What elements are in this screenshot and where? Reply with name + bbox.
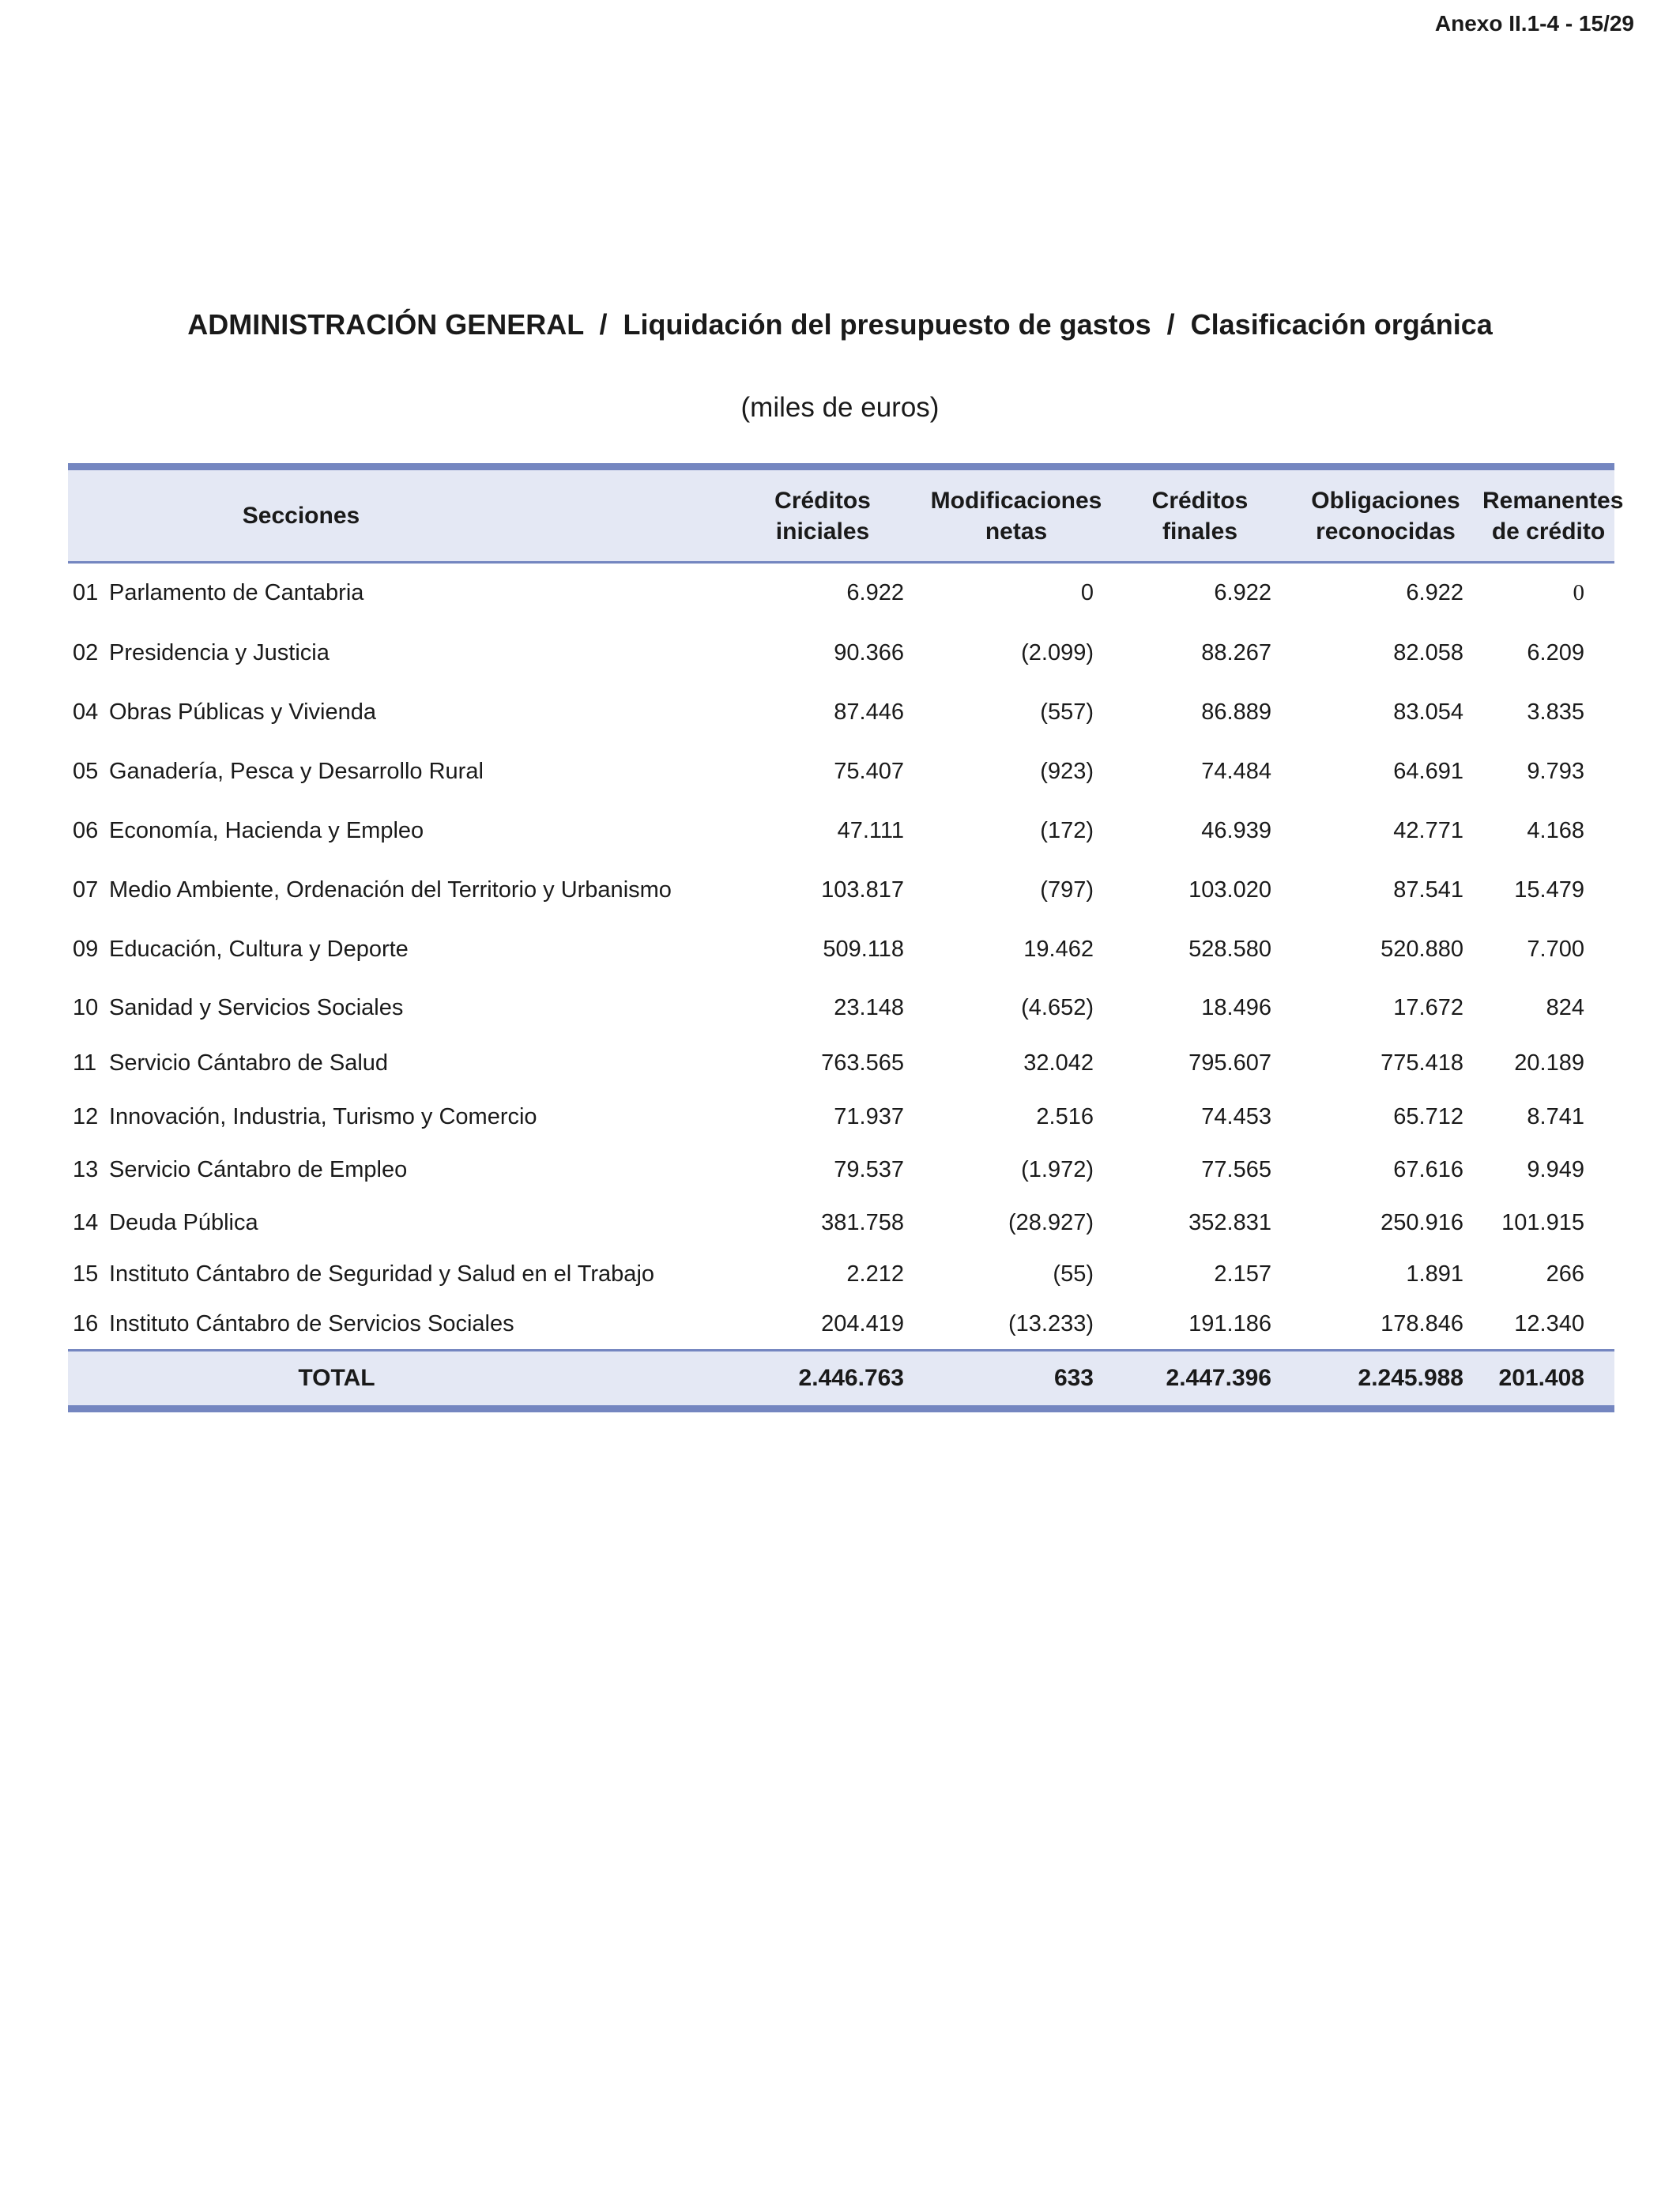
total-modificaciones-netas: 633: [921, 1351, 1111, 1409]
value-creditos-finales: 86.889: [1201, 699, 1271, 725]
section-code: 12: [73, 1103, 99, 1129]
header-line: iniciales: [775, 518, 870, 545]
value-remanentes-credito: 9.793: [1527, 758, 1584, 784]
section-code: 10: [73, 994, 99, 1020]
table-row: [68, 1197, 1614, 1250]
value-creditos-iniciales: 47.111: [837, 817, 904, 843]
section-name: Economía, Hacienda y Empleo: [109, 817, 424, 843]
value-obligaciones-reconocidas: 520.880: [1381, 936, 1463, 962]
value-modificaciones-netas: (923): [1040, 758, 1094, 784]
value-modificaciones-netas: (1.972): [1021, 1157, 1094, 1182]
header-obligaciones-reconocidas: [1289, 467, 1482, 563]
page-title: ADMINISTRACIÓN GENERAL / Liquidación del presupuesto de gastos / Clasificación orgánica: [187, 308, 1493, 341]
value-remanentes-credito: 824: [1546, 994, 1584, 1020]
section-name: Instituto Cántabro de Servicios Sociales: [109, 1311, 514, 1337]
total-creditos-iniciales: 2.446.763: [724, 1351, 921, 1409]
table-row: [68, 683, 1614, 742]
section-code: 05: [73, 758, 99, 784]
section-name: Deuda Pública: [109, 1210, 258, 1235]
value-creditos-iniciales: 509.118: [823, 936, 904, 962]
header-line: de crédito: [1491, 518, 1606, 545]
value-remanentes-credito: 266: [1546, 1261, 1584, 1287]
value-obligaciones-reconocidas: 64.691: [1393, 758, 1463, 784]
section-code: 15: [73, 1261, 99, 1287]
table-body: [68, 563, 1614, 1351]
value-modificaciones-netas: 0: [1080, 580, 1094, 606]
header-line: Remanentes: [1482, 487, 1624, 514]
value-creditos-finales: 18.496: [1201, 994, 1271, 1020]
value-creditos-finales: 352.831: [1188, 1210, 1271, 1235]
section-name: Servicio Cántabro de Empleo: [109, 1157, 408, 1182]
value-creditos-iniciales: 87.446: [834, 699, 904, 725]
value-obligaciones-reconocidas: 775.418: [1381, 1050, 1463, 1076]
value-modificaciones-netas: (13.233): [1008, 1311, 1094, 1337]
value-obligaciones-reconocidas: 67.616: [1393, 1157, 1463, 1182]
value-remanentes-credito: 101.915: [1501, 1210, 1584, 1235]
section-code: 13: [73, 1157, 99, 1182]
value-remanentes-credito: 6.209: [1527, 639, 1584, 665]
value-modificaciones-netas: 19.462: [1023, 936, 1094, 962]
value-creditos-iniciales: 6.922: [846, 580, 904, 606]
section-code: 07: [73, 876, 99, 903]
value-remanentes-credito: 3.835: [1527, 699, 1584, 725]
header-creditos-finales: [1111, 467, 1289, 563]
budget-table: [68, 463, 1624, 1412]
header-line: Modificaciones: [930, 487, 1102, 514]
value-obligaciones-reconocidas: 87.541: [1393, 876, 1463, 903]
table-row: [68, 742, 1614, 801]
header-remanentes-credito: [1482, 467, 1624, 563]
value-creditos-finales: 46.939: [1201, 817, 1271, 843]
value-obligaciones-reconocidas: 42.771: [1393, 817, 1463, 843]
section-cell: [68, 979, 724, 1037]
value-modificaciones-netas: (557): [1040, 699, 1094, 725]
value-modificaciones-netas: (172): [1040, 817, 1094, 843]
table-row: [68, 1250, 1614, 1300]
table-row: [68, 1144, 1614, 1197]
section-name: Instituto Cántabro de Seguridad y Salud en el Trabajo: [109, 1261, 655, 1287]
header-line: reconocidas: [1316, 518, 1456, 545]
value-creditos-finales: 191.186: [1188, 1311, 1271, 1337]
units-subtitle: (miles de euros): [740, 392, 940, 423]
value-modificaciones-netas: (4.652): [1021, 994, 1094, 1020]
value-obligaciones-reconocidas: 1.891: [1406, 1261, 1463, 1287]
value-obligaciones-reconocidas: 65.712: [1393, 1103, 1463, 1129]
section-cell: [68, 683, 724, 742]
section-cell: [68, 563, 724, 624]
section-name: Parlamento de Cantabria: [109, 580, 364, 606]
value-obligaciones-reconocidas: 178.846: [1381, 1311, 1463, 1337]
section-code: 02: [73, 639, 99, 665]
table-row: [68, 801, 1614, 861]
section-name: Presidencia y Justicia: [109, 639, 330, 665]
value-remanentes-credito: 15.479: [1514, 876, 1584, 903]
section-name: Medio Ambiente, Ordenación del Territorio y Urbanismo: [109, 876, 672, 903]
value-modificaciones-netas: 2.516: [1036, 1103, 1094, 1129]
header-line: Créditos: [1151, 487, 1249, 514]
section-cell: [68, 1091, 724, 1144]
section-name: Ganadería, Pesca y Desarrollo Rural: [109, 758, 484, 784]
table-row: [68, 1037, 1614, 1091]
value-creditos-iniciales: 381.758: [821, 1210, 904, 1235]
section-name: Servicio Cántabro de Salud: [109, 1050, 389, 1076]
total-creditos-finales: 2.447.396: [1111, 1351, 1289, 1409]
value-modificaciones-netas: (55): [1053, 1261, 1094, 1287]
section-cell: [68, 742, 724, 801]
value-creditos-iniciales: 71.937: [834, 1103, 904, 1129]
section-code: 04: [73, 699, 99, 725]
value-remanentes-credito: 4.168: [1527, 817, 1584, 843]
value-creditos-iniciales: 23.148: [834, 994, 904, 1020]
section-cell: [68, 1197, 724, 1250]
value-creditos-finales: 6.922: [1214, 580, 1271, 606]
value-creditos-finales: 2.157: [1214, 1261, 1271, 1287]
total-remanentes-credito: 201.408: [1482, 1351, 1614, 1409]
section-cell: [68, 920, 724, 979]
value-remanentes-credito: 8.741: [1527, 1103, 1584, 1129]
section-cell: [68, 801, 724, 861]
value-creditos-finales: 74.453: [1201, 1103, 1271, 1129]
section-name: Obras Públicas y Vivienda: [109, 699, 376, 725]
value-creditos-iniciales: 2.212: [846, 1261, 904, 1287]
value-remanentes-credito: 9.949: [1527, 1157, 1584, 1182]
table-row: [68, 1300, 1614, 1351]
section-cell: [68, 1250, 724, 1300]
value-modificaciones-netas: 32.042: [1023, 1050, 1094, 1076]
value-remanentes-credito: 0: [1573, 580, 1584, 606]
section-code: 11: [73, 1050, 97, 1076]
value-creditos-finales: 103.020: [1188, 876, 1271, 903]
value-creditos-iniciales: 79.537: [834, 1157, 904, 1182]
table-row: [68, 624, 1614, 683]
page-reference: Anexo II.1-4 - 15/29: [1434, 11, 1634, 36]
section-code: 06: [73, 817, 99, 843]
value-obligaciones-reconocidas: 83.054: [1393, 699, 1463, 725]
section-cell: [68, 1300, 724, 1351]
value-remanentes-credito: 12.340: [1514, 1311, 1584, 1337]
value-creditos-finales: 528.580: [1188, 936, 1271, 962]
value-modificaciones-netas: (2.099): [1021, 639, 1094, 665]
value-creditos-iniciales: 90.366: [834, 639, 904, 665]
table-header-row: [68, 467, 1614, 563]
value-creditos-iniciales: 75.407: [834, 758, 904, 784]
section-cell: [68, 624, 724, 683]
section-cell: [68, 1037, 724, 1091]
header-secciones: Secciones: [68, 467, 724, 563]
total-row: [68, 1351, 1614, 1409]
section-name: Educación, Cultura y Deporte: [109, 936, 409, 962]
section-cell: [68, 1144, 724, 1197]
section-cell: [68, 861, 724, 920]
value-modificaciones-netas: (28.927): [1008, 1210, 1094, 1235]
section-code: 09: [73, 936, 99, 962]
header-creditos-iniciales: [724, 467, 921, 563]
value-creditos-finales: 88.267: [1201, 639, 1271, 665]
section-name: Sanidad y Servicios Sociales: [109, 994, 404, 1020]
table-row: [68, 979, 1614, 1037]
value-creditos-finales: 795.607: [1188, 1050, 1271, 1076]
table-row: [68, 861, 1614, 920]
value-obligaciones-reconocidas: 17.672: [1393, 994, 1463, 1020]
section-code: 16: [73, 1311, 99, 1337]
value-creditos-iniciales: 763.565: [821, 1050, 904, 1076]
total-obligaciones-reconocidas: 2.245.988: [1289, 1351, 1482, 1409]
value-remanentes-credito: 7.700: [1527, 936, 1584, 962]
value-creditos-finales: 77.565: [1201, 1157, 1271, 1182]
value-modificaciones-netas: (797): [1040, 876, 1094, 903]
section-code: 14: [73, 1210, 99, 1235]
header-line: finales: [1162, 518, 1238, 545]
table-row: [68, 920, 1614, 979]
total-label: TOTAL: [68, 1351, 724, 1409]
table-row: [68, 1091, 1614, 1144]
header-line: Créditos: [774, 487, 871, 514]
header-modificaciones-netas: [921, 467, 1111, 563]
section-name: Innovación, Industria, Turismo y Comercio: [109, 1103, 537, 1129]
table-row: [68, 563, 1614, 624]
header-line: Obligaciones: [1311, 487, 1460, 514]
header-line: netas: [985, 518, 1048, 545]
value-remanentes-credito: 20.189: [1514, 1050, 1584, 1076]
value-creditos-iniciales: 204.419: [821, 1311, 904, 1337]
value-obligaciones-reconocidas: 250.916: [1381, 1210, 1463, 1235]
value-creditos-iniciales: 103.817: [821, 876, 904, 903]
value-obligaciones-reconocidas: 82.058: [1393, 639, 1463, 665]
section-code: 01: [73, 580, 99, 606]
value-obligaciones-reconocidas: 6.922: [1406, 580, 1463, 606]
value-creditos-finales: 74.484: [1201, 758, 1271, 784]
